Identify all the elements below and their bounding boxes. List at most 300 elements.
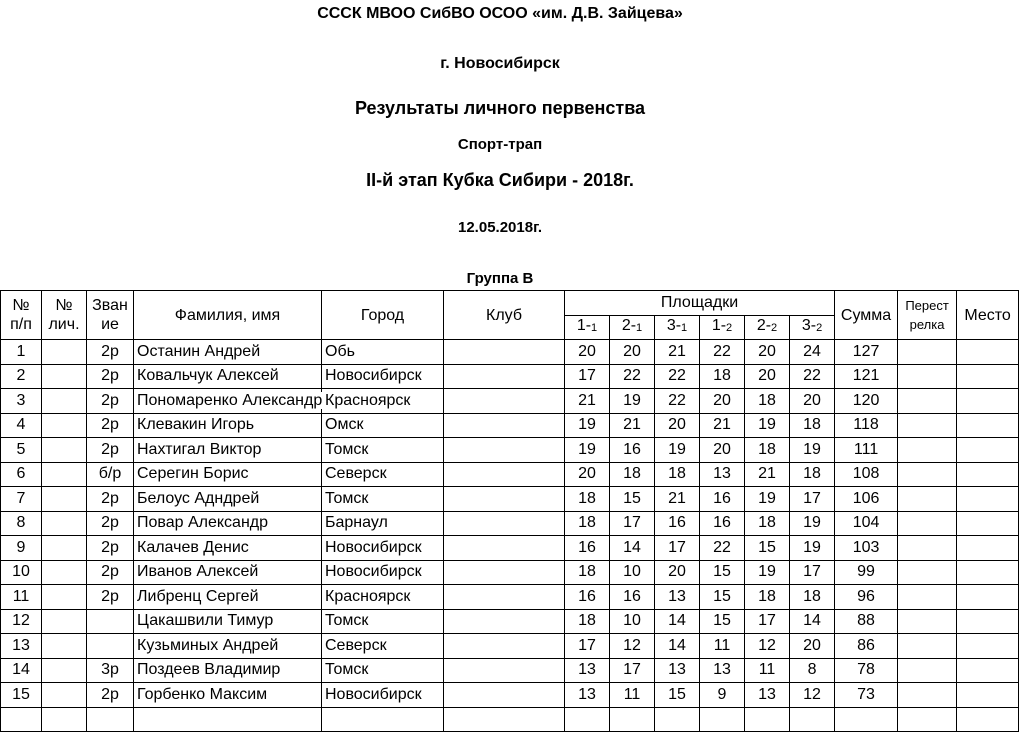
cell-place bbox=[957, 560, 1019, 585]
cell-city: Томск bbox=[322, 438, 444, 463]
cell-club bbox=[444, 389, 565, 414]
cell-number: 11 bbox=[1, 585, 42, 610]
table-row bbox=[1, 560, 1019, 585]
cell-name bbox=[134, 438, 322, 463]
cell-place bbox=[957, 438, 1019, 463]
cell-score: 12 bbox=[610, 634, 655, 659]
cell-shootoff bbox=[898, 487, 957, 512]
cell-city: Красноярск bbox=[322, 389, 444, 414]
cell-name bbox=[134, 413, 322, 438]
cell-score: 20 bbox=[655, 560, 700, 585]
col-header-range-6 bbox=[790, 315, 835, 340]
cell-score: 19 bbox=[790, 438, 835, 463]
cell-score: 18 bbox=[565, 560, 610, 585]
range-main-label: 3- bbox=[666, 317, 682, 335]
cell-club bbox=[444, 609, 565, 634]
cell-city: Обь bbox=[322, 340, 444, 365]
cell-city: Новосибирск bbox=[322, 536, 444, 561]
table-header-row bbox=[1, 291, 1019, 316]
cell-number: 6 bbox=[1, 462, 42, 487]
cell-rank: 2р bbox=[87, 511, 134, 536]
cell-number: 1 bbox=[1, 340, 42, 365]
cell-shootoff bbox=[898, 560, 957, 585]
cell-club bbox=[444, 340, 565, 365]
cell-club bbox=[444, 683, 565, 708]
cell-score: 17 bbox=[790, 560, 835, 585]
cell-score: 16 bbox=[655, 511, 700, 536]
cell-rank: 2р bbox=[87, 560, 134, 585]
range-main-label: 3- bbox=[801, 317, 817, 335]
col-header-total: Сумма bbox=[835, 291, 898, 340]
cell-place bbox=[957, 536, 1019, 561]
cell-score: 19 bbox=[565, 438, 610, 463]
table-row bbox=[1, 658, 1019, 683]
col-header-club: Клуб bbox=[444, 291, 565, 340]
cell-score: 13 bbox=[700, 462, 745, 487]
cell-place bbox=[957, 389, 1019, 414]
cell-score: 16 bbox=[700, 511, 745, 536]
cell-total: 88 bbox=[835, 609, 898, 634]
cell-shootoff bbox=[898, 364, 957, 389]
cell-rank: 2р bbox=[87, 536, 134, 561]
cell-personal-id bbox=[42, 560, 87, 585]
cell-score: 18 bbox=[790, 462, 835, 487]
cell-score: 19 bbox=[565, 413, 610, 438]
athlete-name: Либренц Сергей bbox=[137, 587, 259, 605]
col-header-rank bbox=[87, 291, 134, 340]
cell-score: 20 bbox=[565, 462, 610, 487]
col-header-range-3 bbox=[655, 315, 700, 340]
col-header-name: Фамилия, имя bbox=[134, 291, 322, 340]
col-header-number-line2: п/п bbox=[10, 316, 32, 333]
cell-name bbox=[134, 536, 322, 561]
cell-personal-id bbox=[42, 585, 87, 610]
cell-score: 24 bbox=[790, 340, 835, 365]
cell-score: 17 bbox=[565, 364, 610, 389]
cell-empty bbox=[322, 707, 444, 732]
cell-total: 78 bbox=[835, 658, 898, 683]
cell-personal-id bbox=[42, 609, 87, 634]
cell-number: 5 bbox=[1, 438, 42, 463]
cell-score: 16 bbox=[610, 438, 655, 463]
cell-score: 11 bbox=[700, 634, 745, 659]
cell-personal-id bbox=[42, 413, 87, 438]
cell-score: 15 bbox=[745, 536, 790, 561]
cell-personal-id bbox=[42, 634, 87, 659]
cell-number: 10 bbox=[1, 560, 42, 585]
cell-empty bbox=[87, 707, 134, 732]
cell-name bbox=[134, 511, 322, 536]
table-row bbox=[1, 609, 1019, 634]
range-sub-label: 2 bbox=[726, 322, 733, 335]
table-row bbox=[1, 585, 1019, 610]
cell-rank: 2р bbox=[87, 364, 134, 389]
cell-place bbox=[957, 462, 1019, 487]
cell-score: 18 bbox=[565, 609, 610, 634]
cell-score: 14 bbox=[610, 536, 655, 561]
athlete-name: Ковальчук Алексей bbox=[137, 367, 279, 385]
cell-name bbox=[134, 364, 322, 389]
cell-empty bbox=[42, 707, 87, 732]
cell-score: 17 bbox=[610, 658, 655, 683]
cell-place bbox=[957, 364, 1019, 389]
cell-personal-id bbox=[42, 340, 87, 365]
cell-score: 21 bbox=[565, 389, 610, 414]
cell-score: 13 bbox=[700, 658, 745, 683]
table-row bbox=[1, 683, 1019, 708]
cell-personal-id bbox=[42, 389, 87, 414]
cell-score: 21 bbox=[655, 487, 700, 512]
cell-total: 106 bbox=[835, 487, 898, 512]
col-header-shootoff-line2: релка bbox=[909, 317, 945, 332]
cell-place bbox=[957, 340, 1019, 365]
cell-total: 96 bbox=[835, 585, 898, 610]
cell-empty bbox=[610, 707, 655, 732]
range-main-label: 2- bbox=[756, 317, 772, 335]
cell-score: 21 bbox=[655, 340, 700, 365]
cell-club bbox=[444, 364, 565, 389]
col-header-ranges: Площадки bbox=[565, 291, 835, 316]
cell-total: 118 bbox=[835, 413, 898, 438]
cell-score: 13 bbox=[655, 585, 700, 610]
cell-personal-id bbox=[42, 438, 87, 463]
cell-name bbox=[134, 487, 322, 512]
cell-club bbox=[444, 487, 565, 512]
cell-score: 22 bbox=[700, 536, 745, 561]
cell-empty bbox=[444, 707, 565, 732]
cell-club bbox=[444, 585, 565, 610]
cell-number: 13 bbox=[1, 634, 42, 659]
table-row bbox=[1, 536, 1019, 561]
cell-score: 17 bbox=[745, 609, 790, 634]
cell-shootoff bbox=[898, 462, 957, 487]
cell-city: Новосибирск bbox=[322, 683, 444, 708]
table-row-empty bbox=[1, 707, 1019, 732]
cell-club bbox=[444, 413, 565, 438]
cell-name bbox=[134, 658, 322, 683]
range-sub-label: 1 bbox=[636, 322, 643, 335]
cell-name bbox=[134, 634, 322, 659]
cell-empty bbox=[565, 707, 610, 732]
cell-score: 18 bbox=[745, 389, 790, 414]
col-header-rank-line2: ие bbox=[101, 316, 119, 333]
cell-place bbox=[957, 658, 1019, 683]
cell-score: 9 bbox=[700, 683, 745, 708]
athlete-name: Останин Андрей bbox=[137, 342, 261, 360]
table-row bbox=[1, 364, 1019, 389]
cell-empty bbox=[835, 707, 898, 732]
cell-personal-id bbox=[42, 658, 87, 683]
table-row bbox=[1, 634, 1019, 659]
col-header-number bbox=[1, 291, 42, 340]
cell-score: 14 bbox=[655, 634, 700, 659]
athlete-name: Кузьминых Андрей bbox=[137, 636, 279, 654]
cell-personal-id bbox=[42, 487, 87, 512]
col-header-personal-id bbox=[42, 291, 87, 340]
discipline-title: Спорт-трап bbox=[457, 136, 543, 153]
cell-score: 15 bbox=[700, 560, 745, 585]
cell-name bbox=[134, 389, 322, 414]
col-header-place: Место bbox=[957, 291, 1019, 340]
cell-name bbox=[134, 609, 322, 634]
cell-total: 103 bbox=[835, 536, 898, 561]
cell-score: 18 bbox=[745, 585, 790, 610]
cell-score: 21 bbox=[745, 462, 790, 487]
cell-score: 19 bbox=[655, 438, 700, 463]
cell-place bbox=[957, 487, 1019, 512]
cell-number: 3 bbox=[1, 389, 42, 414]
cell-city: Красноярск bbox=[322, 585, 444, 610]
col-header-personal-id-line2: лич. bbox=[48, 316, 80, 333]
cell-total: 121 bbox=[835, 364, 898, 389]
cell-score: 15 bbox=[610, 487, 655, 512]
cell-empty bbox=[898, 707, 957, 732]
athlete-name: Серегин Борис bbox=[137, 465, 249, 483]
cell-score: 18 bbox=[610, 462, 655, 487]
range-main-label: 1- bbox=[576, 317, 592, 335]
cell-score: 13 bbox=[565, 683, 610, 708]
cell-score: 21 bbox=[610, 413, 655, 438]
cell-shootoff bbox=[898, 389, 957, 414]
cell-club bbox=[444, 634, 565, 659]
cell-shootoff bbox=[898, 609, 957, 634]
cell-score: 10 bbox=[610, 560, 655, 585]
athlete-name: Калачев Денис bbox=[137, 538, 249, 556]
cell-number: 9 bbox=[1, 536, 42, 561]
cell-score: 13 bbox=[565, 658, 610, 683]
col-header-shootoff-line1: Перест bbox=[905, 298, 949, 313]
cell-shootoff bbox=[898, 413, 957, 438]
cell-total: 127 bbox=[835, 340, 898, 365]
cell-rank: 2р bbox=[87, 340, 134, 365]
cell-score: 14 bbox=[655, 609, 700, 634]
table-row bbox=[1, 487, 1019, 512]
range-main-label: 2- bbox=[621, 317, 637, 335]
cell-name bbox=[134, 340, 322, 365]
event-title: II-й этап Кубка Сибири - 2018г. bbox=[366, 170, 634, 190]
table-row bbox=[1, 389, 1019, 414]
cell-city: Омск bbox=[322, 413, 444, 438]
cell-city: Новосибирск bbox=[322, 560, 444, 585]
cell-score: 18 bbox=[745, 511, 790, 536]
col-header-range-2 bbox=[610, 315, 655, 340]
cell-score: 20 bbox=[655, 413, 700, 438]
cell-club bbox=[444, 438, 565, 463]
cell-place bbox=[957, 413, 1019, 438]
cell-score: 19 bbox=[745, 413, 790, 438]
cell-score: 10 bbox=[610, 609, 655, 634]
event-date: 12.05.2018г. bbox=[458, 219, 542, 236]
cell-city: Барнаул bbox=[322, 511, 444, 536]
cell-total: 111 bbox=[835, 438, 898, 463]
col-header-range-5 bbox=[745, 315, 790, 340]
cell-score: 15 bbox=[700, 585, 745, 610]
cell-score: 16 bbox=[610, 585, 655, 610]
cell-empty bbox=[700, 707, 745, 732]
table-row bbox=[1, 340, 1019, 365]
cell-empty bbox=[745, 707, 790, 732]
cell-score: 19 bbox=[610, 389, 655, 414]
results-table bbox=[0, 290, 1019, 732]
col-header-rank-line1: Зван bbox=[92, 297, 128, 314]
cell-score: 20 bbox=[745, 364, 790, 389]
cell-shootoff bbox=[898, 536, 957, 561]
cell-score: 21 bbox=[700, 413, 745, 438]
athlete-name: Иванов Алексей bbox=[137, 563, 259, 581]
col-header-city: Город bbox=[322, 291, 444, 340]
cell-score: 18 bbox=[565, 511, 610, 536]
cell-shootoff bbox=[898, 511, 957, 536]
results-body bbox=[1, 340, 1019, 732]
cell-shootoff bbox=[898, 438, 957, 463]
cell-score: 11 bbox=[610, 683, 655, 708]
cell-personal-id bbox=[42, 683, 87, 708]
cell-score: 19 bbox=[745, 560, 790, 585]
cell-score: 15 bbox=[655, 683, 700, 708]
athlete-name: Пономаренко Александр bbox=[137, 391, 323, 409]
cell-score: 18 bbox=[790, 413, 835, 438]
cell-score: 12 bbox=[745, 634, 790, 659]
cell-city: Томск bbox=[322, 658, 444, 683]
athlete-name: Повар Александр bbox=[137, 514, 269, 532]
cell-club bbox=[444, 560, 565, 585]
cell-shootoff bbox=[898, 658, 957, 683]
cell-score: 17 bbox=[610, 511, 655, 536]
cell-empty bbox=[134, 707, 322, 732]
cell-score: 12 bbox=[790, 683, 835, 708]
table-row bbox=[1, 413, 1019, 438]
cell-shootoff bbox=[898, 683, 957, 708]
cell-rank bbox=[87, 609, 134, 634]
cell-city: Томск bbox=[322, 609, 444, 634]
cell-rank bbox=[87, 634, 134, 659]
table-row bbox=[1, 511, 1019, 536]
cell-total: 108 bbox=[835, 462, 898, 487]
range-sub-label: 1 bbox=[681, 322, 688, 335]
group-title: Группа В bbox=[466, 270, 534, 287]
cell-rank: б/р bbox=[87, 462, 134, 487]
athlete-name: Клевакин Игорь bbox=[137, 416, 255, 434]
cell-rank: 2р bbox=[87, 389, 134, 414]
cell-number: 7 bbox=[1, 487, 42, 512]
cell-score: 22 bbox=[610, 364, 655, 389]
cell-score: 16 bbox=[700, 487, 745, 512]
cell-club bbox=[444, 462, 565, 487]
cell-number: 14 bbox=[1, 658, 42, 683]
cell-rank: 2р bbox=[87, 413, 134, 438]
col-header-number-line1: № bbox=[12, 297, 30, 314]
cell-city: Новосибирск bbox=[322, 364, 444, 389]
cell-score: 20 bbox=[745, 340, 790, 365]
cell-personal-id bbox=[42, 511, 87, 536]
cell-number: 2 bbox=[1, 364, 42, 389]
cell-place bbox=[957, 683, 1019, 708]
cell-score: 20 bbox=[790, 389, 835, 414]
cell-score: 13 bbox=[745, 683, 790, 708]
document-title: Результаты личного первенства bbox=[354, 98, 646, 118]
col-header-personal-id-line1: № bbox=[55, 297, 73, 314]
cell-empty bbox=[655, 707, 700, 732]
cell-score: 22 bbox=[655, 389, 700, 414]
cell-city: Томск bbox=[322, 487, 444, 512]
athlete-name: Поздеев Владимир bbox=[137, 661, 281, 679]
cell-score: 8 bbox=[790, 658, 835, 683]
cell-total: 99 bbox=[835, 560, 898, 585]
cell-rank: 2р bbox=[87, 487, 134, 512]
athlete-name: Белоус Адндрей bbox=[137, 489, 260, 507]
cell-score: 20 bbox=[610, 340, 655, 365]
cell-place bbox=[957, 609, 1019, 634]
range-sub-label: 1 bbox=[591, 322, 598, 335]
cell-shootoff bbox=[898, 634, 957, 659]
organization-title: СССК МВОО СибВО ОСОО «им. Д.В. Зайцева» bbox=[317, 5, 683, 22]
cell-empty bbox=[790, 707, 835, 732]
cell-score: 19 bbox=[790, 511, 835, 536]
cell-club bbox=[444, 658, 565, 683]
cell-rank: 2р bbox=[87, 683, 134, 708]
cell-empty bbox=[957, 707, 1019, 732]
cell-score: 19 bbox=[790, 536, 835, 561]
cell-number: 8 bbox=[1, 511, 42, 536]
athlete-name: Цакашвили Тимур bbox=[137, 612, 274, 630]
cell-personal-id bbox=[42, 462, 87, 487]
cell-empty bbox=[1, 707, 42, 732]
cell-score: 22 bbox=[655, 364, 700, 389]
cell-personal-id bbox=[42, 536, 87, 561]
cell-score: 17 bbox=[565, 634, 610, 659]
cell-total: 86 bbox=[835, 634, 898, 659]
range-sub-label: 2 bbox=[771, 322, 778, 335]
athlete-name: Нахтигал Виктор bbox=[137, 440, 262, 458]
cell-total: 120 bbox=[835, 389, 898, 414]
cell-number: 15 bbox=[1, 683, 42, 708]
cell-score: 18 bbox=[655, 462, 700, 487]
col-header-range-1 bbox=[565, 315, 610, 340]
cell-total: 104 bbox=[835, 511, 898, 536]
cell-number: 4 bbox=[1, 413, 42, 438]
col-header-range-4 bbox=[700, 315, 745, 340]
cell-score: 16 bbox=[565, 585, 610, 610]
cell-name bbox=[134, 462, 322, 487]
cell-score: 20 bbox=[565, 340, 610, 365]
cell-score: 16 bbox=[565, 536, 610, 561]
city-title: г. Новосибирск bbox=[440, 55, 560, 72]
cell-score: 20 bbox=[700, 389, 745, 414]
cell-score: 20 bbox=[700, 438, 745, 463]
cell-total: 73 bbox=[835, 683, 898, 708]
cell-club bbox=[444, 511, 565, 536]
cell-score: 18 bbox=[565, 487, 610, 512]
cell-shootoff bbox=[898, 585, 957, 610]
table-row bbox=[1, 462, 1019, 487]
table-row bbox=[1, 438, 1019, 463]
range-main-label: 1- bbox=[711, 317, 727, 335]
cell-rank: 3р bbox=[87, 658, 134, 683]
cell-name bbox=[134, 585, 322, 610]
cell-score: 18 bbox=[790, 585, 835, 610]
cell-name bbox=[134, 683, 322, 708]
cell-score: 18 bbox=[700, 364, 745, 389]
cell-score: 15 bbox=[700, 609, 745, 634]
cell-score: 17 bbox=[655, 536, 700, 561]
athlete-name: Горбенко Максим bbox=[137, 685, 268, 703]
cell-score: 17 bbox=[790, 487, 835, 512]
cell-place bbox=[957, 634, 1019, 659]
cell-place bbox=[957, 585, 1019, 610]
cell-personal-id bbox=[42, 364, 87, 389]
cell-city: Северск bbox=[322, 462, 444, 487]
cell-score: 19 bbox=[745, 487, 790, 512]
